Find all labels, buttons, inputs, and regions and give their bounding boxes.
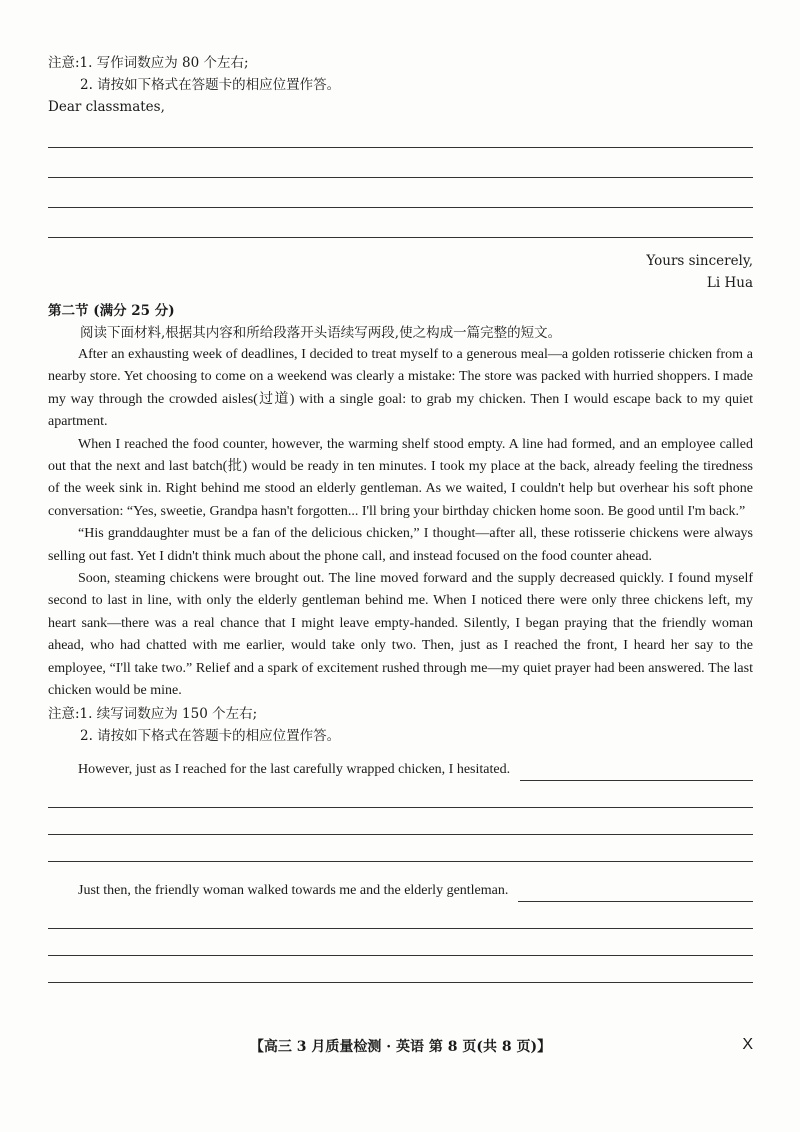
- paragraph-opener-1: [48, 759, 753, 781]
- answer-line: [48, 807, 753, 808]
- section-title: 第二节 (满分 25 分): [48, 303, 175, 319]
- continuation-note-1: 注意:1. 续写词数应为 150 个左右;: [48, 705, 258, 722]
- answer-line: [48, 928, 753, 929]
- story-paragraph-4: Soon, steaming chickens were brought out. The line moved forward and the supply decreased quickly. I found myself second to last in line, with only the elderly gentleman behind me. When I noticed there were only three chickens left, my heart sank—there was a real chance that I might leave empty-handed. Silently, I began praying that the friendly woman ahead, who had chatted with me earlier, would take only two. Then, just as I reached the front, I heard her say to the employee, “I'll take two.” Relief and a spark of excitement rushed through me—my quiet prayer had been answered. The last chicken would be mine.: [48, 571, 753, 699]
- answer-line: [48, 147, 753, 148]
- answer-line: [48, 834, 753, 835]
- footer-title: 【高三 3 月质量检测 · 英语 第 8 页(共 8 页)】: [249, 1039, 552, 1055]
- answer-line: [48, 861, 753, 862]
- paragraph-2-answer-lines: [48, 928, 753, 983]
- letter-salutation: Dear classmates,: [48, 99, 165, 115]
- section-instruction: 阅读下面材料,根据其内容和所给段落开头语续写两段,使之构成一篇完整的短文。: [80, 325, 562, 341]
- answer-line: [48, 982, 753, 983]
- exam-page: [48, 52, 753, 983]
- paragraph-opener-2: [48, 880, 753, 902]
- letter-closing: Yours sincerely,: [646, 253, 753, 269]
- paragraph-1-answer-lines: [48, 807, 753, 862]
- story-paragraph-2: When I reached the food counter, however, the warming shelf stood empty. A line had formed, and an employee called out that the next and last batch(批) would be ready in ten minutes. I took my place at the back, already feeling the tiredness of the week sink in. Right behind me stood an elderly gentleman. As we waited, I couldn't help but overhear his soft phone conversation: “Yes, sweetie, Grandpa hasn't forgotten... I'll bring your birthday chicken home soon. Be good until I'm back.”: [48, 436, 753, 519]
- version-mark: X: [742, 1036, 753, 1053]
- opener-1-text: However, just as I reached for the last carefully wrapped chicken, I hesitated.: [78, 761, 511, 777]
- letter-answer-lines: [48, 147, 753, 238]
- continuation-note-2: 2. 请按如下格式在答题卡的相应位置作答。: [80, 727, 341, 744]
- answer-line: [48, 237, 753, 238]
- writing-note-1: 注意:1. 写作词数应为 80 个左右;: [48, 55, 249, 71]
- writing-note-2: 2. 请按如下格式在答题卡的相应位置作答。: [80, 77, 341, 93]
- opener-2-blank: [518, 887, 753, 902]
- story-paragraph-3: “His granddaughter must be a fan of the delicious chicken,” I thought—after all, these rotisserie chickens were always selling out fast. Yet I didn't think much about the phone call, and instead focused on the food counter ahead.: [48, 526, 753, 564]
- opener-2-text: Just then, the friendly woman walked towards me and the elderly gentleman.: [78, 882, 509, 898]
- answer-line: [48, 207, 753, 208]
- page-footer: [48, 1036, 753, 1056]
- answer-line: [48, 955, 753, 956]
- answer-line: [48, 177, 753, 178]
- letter-signature: Li Hua: [706, 275, 753, 291]
- opener-1-blank: [520, 766, 753, 781]
- story-paragraph-1: After an exhausting week of deadlines, I decided to treat myself to a generous meal—a golden rotisserie chicken from a nearby store. Yet choosing to come on a weekend was clearly a mistake: The store was packed with hurried shoppers. I made my way through the crowded aisles(过道) with a single goal: to grab my chicken. Then I would escape back to my quiet apartment.: [48, 347, 753, 430]
